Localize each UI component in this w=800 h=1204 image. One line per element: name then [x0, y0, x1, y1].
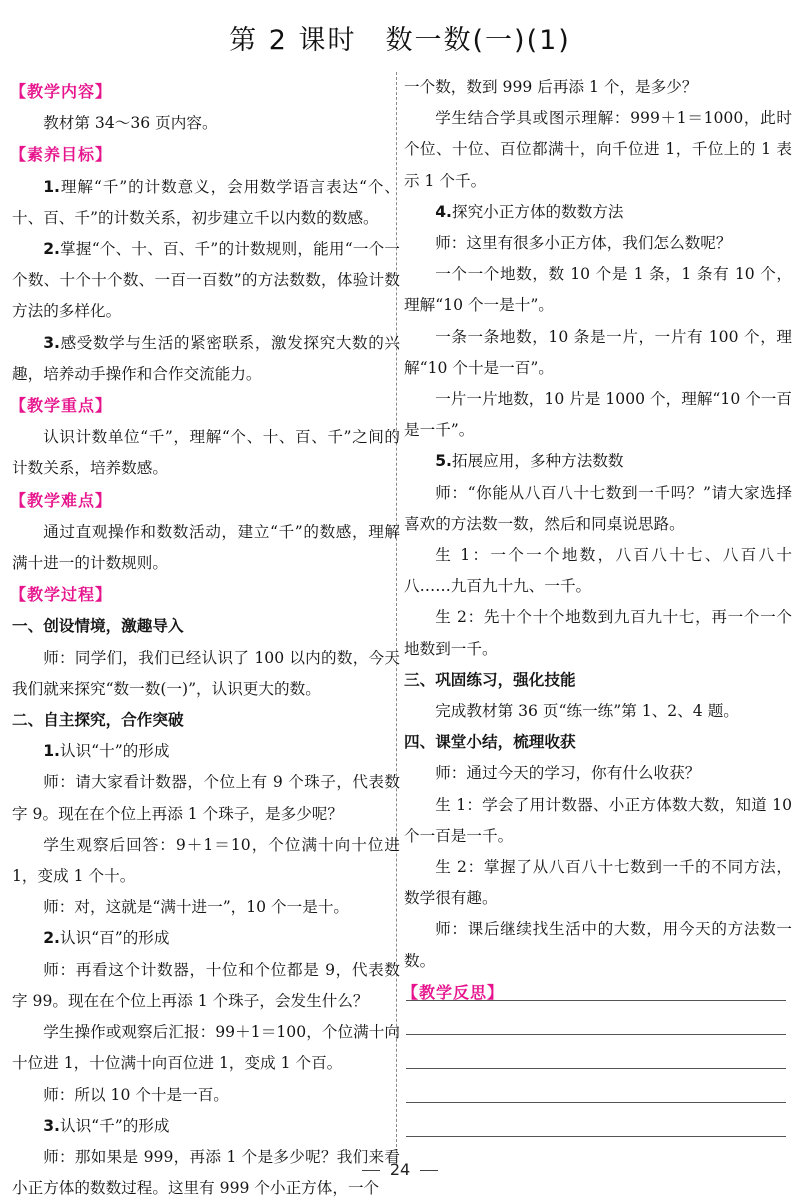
writing-line: [406, 1136, 786, 1137]
section-teaching-content: 【教学内容】: [10, 82, 113, 101]
writing-line: [406, 1068, 786, 1069]
footer-dash: [362, 1170, 380, 1171]
process-para: 一条一条地数，10 条是一片，一片有 100 个，理解“10 个十是一百”。: [404, 327, 792, 377]
writing-line: [406, 1102, 786, 1103]
writing-line: [406, 1000, 786, 1001]
footer-dash: [420, 1170, 438, 1171]
process-para: 学生操作或观察后汇报：99＋1＝100，个位满十向十位进 1，十位满十向百位进 1，变成 1 个百。: [12, 1023, 400, 1073]
subsection-2: 2.认识“百”的形成: [43, 929, 170, 948]
subsection-5: 5.拓展应用，多种方法数数: [435, 452, 624, 471]
process-para: 一片一片地数，10 片是 1000 个，理解“10 个一百是一千”。: [404, 390, 792, 440]
process-heading-1: 一、创设情境，激趣导入: [12, 617, 184, 636]
key-text: 认识计数单位“千”，理解“个、十、百、千”之间的计数关系，培养数感。: [12, 428, 400, 478]
left-column: [12, 76, 400, 1204]
process-heading-4: 四、课堂小结，梳理收获: [404, 733, 576, 752]
right-column: [404, 72, 792, 1009]
process-para: 完成教材第 36 页“练一练”第 1、2、4 题。: [435, 702, 739, 721]
page-number: 24: [389, 1160, 411, 1179]
section-goals: 【素养目标】: [10, 145, 113, 165]
process-para: 师：对，这就是“满十进一”，10 个一是十。: [43, 898, 350, 917]
goal-item-3: 3.感受数学与生活的紧密联系，激发探究大数的兴趣，培养动手操作和合作交流能力。: [12, 333, 400, 383]
process-para: 师：通过今天的学习，你有什么收获？: [435, 764, 701, 783]
process-para-continued: 一个数，数到 999 后再添 1 个，是多少？: [404, 78, 698, 96]
subsection-1: 1.认识“十”的形成: [43, 742, 170, 761]
writing-line: [406, 1034, 786, 1035]
process-para: 生 2：掌握了从八百八十七数到一千的不同方法，数学很有趣。: [404, 858, 792, 908]
section-difficulty: 【教学难点】: [10, 490, 113, 510]
process-para: 一个一个地数，数 10 个是 1 条，1 条有 10 个，理解“10 个一是十”。: [404, 265, 792, 315]
goal-item-2: 2.掌握“个、十、百、千”的计数规则，能用“一个一个数、十个十个数、一百一百数”的方法数数，体验计数方法的多样化。: [12, 240, 400, 321]
process-para: 学生结合学具或图示理解：999＋1＝1000，此时个位、十位、百位都满十，向千位进 1，千位上的 1 表示 1 个千。: [404, 109, 792, 190]
process-heading-3: 三、巩固练习，强化技能: [404, 670, 576, 689]
process-para: 师：课后继续找生活中的大数，用今天的方法数一数。: [404, 920, 792, 970]
page-title: 第 2 课时 数一数(一)(1): [229, 25, 571, 56]
process-para: 生 1：学会了用计数器、小正方体数大数，知道 10个一百是一千。: [404, 795, 792, 845]
content-text: 教材第 34～36 页内容。: [43, 114, 218, 133]
subsection-3: 3.认识“千”的形成: [43, 1116, 170, 1135]
process-para: 师：“你能从八百八十七数到一千吗？”请大家选择喜欢的方法数一数，然后和同桌说思路。: [404, 483, 792, 533]
process-para: 学生观察后回答：9＋1＝10，个位满十向十位进1，变成 1 个十。: [12, 835, 400, 886]
subsection-4: 4.探究小正方体的数数方法: [435, 202, 624, 221]
goal-item-1: 1.理解“千”的计数意义，会用数学语言表达“个、十、百、千”的计数关系，初步建立千以内数的数感。: [12, 177, 400, 227]
page-footer: [0, 1160, 800, 1179]
process-para: 师：那如果是 999，再添 1 个是多少呢？我们来看小正方体的数数过程。这里有 999 个小正方体，一个: [12, 1147, 400, 1198]
difficulty-text: 通过直观操作和数数活动，建立“千”的数感，理解满十进一的计数规则。: [12, 522, 400, 573]
section-key-points: 【教学重点】: [10, 396, 113, 416]
process-para: 师：同学们，我们已经认识了 100 以内的数，今天我们就来探究“数一数(一)”，认识更大的数。: [12, 648, 400, 698]
section-process: 【教学过程】: [10, 585, 113, 605]
process-para: 生 2：先十个十个地数到九百九十七，再一个一个地数到一千。: [404, 608, 792, 658]
process-para: 师：再看这个计数器，十位和个位都是 9，代表数字 99。现在在个位上再添 1 个珠子，会发生什么？: [12, 960, 400, 1010]
reflection-lines: [406, 1000, 786, 1170]
section-reflection: 【教学反思】: [402, 982, 505, 1002]
process-para: 生 1：一个一个地数，八百八十七、八百八十八……九百九十九、一千。: [404, 546, 792, 596]
process-heading-2: 二、自主探究，合作突破: [12, 711, 184, 730]
process-para: 师：这里有很多小正方体，我们怎么数呢？: [435, 234, 732, 253]
process-para: 师：所以 10 个十是一百。: [43, 1085, 229, 1104]
process-para: 师：请大家看计数器，个位上有 9 个珠子，代表数字 9。现在在个位上再添 1 个珠子，是多少呢？: [12, 773, 400, 823]
